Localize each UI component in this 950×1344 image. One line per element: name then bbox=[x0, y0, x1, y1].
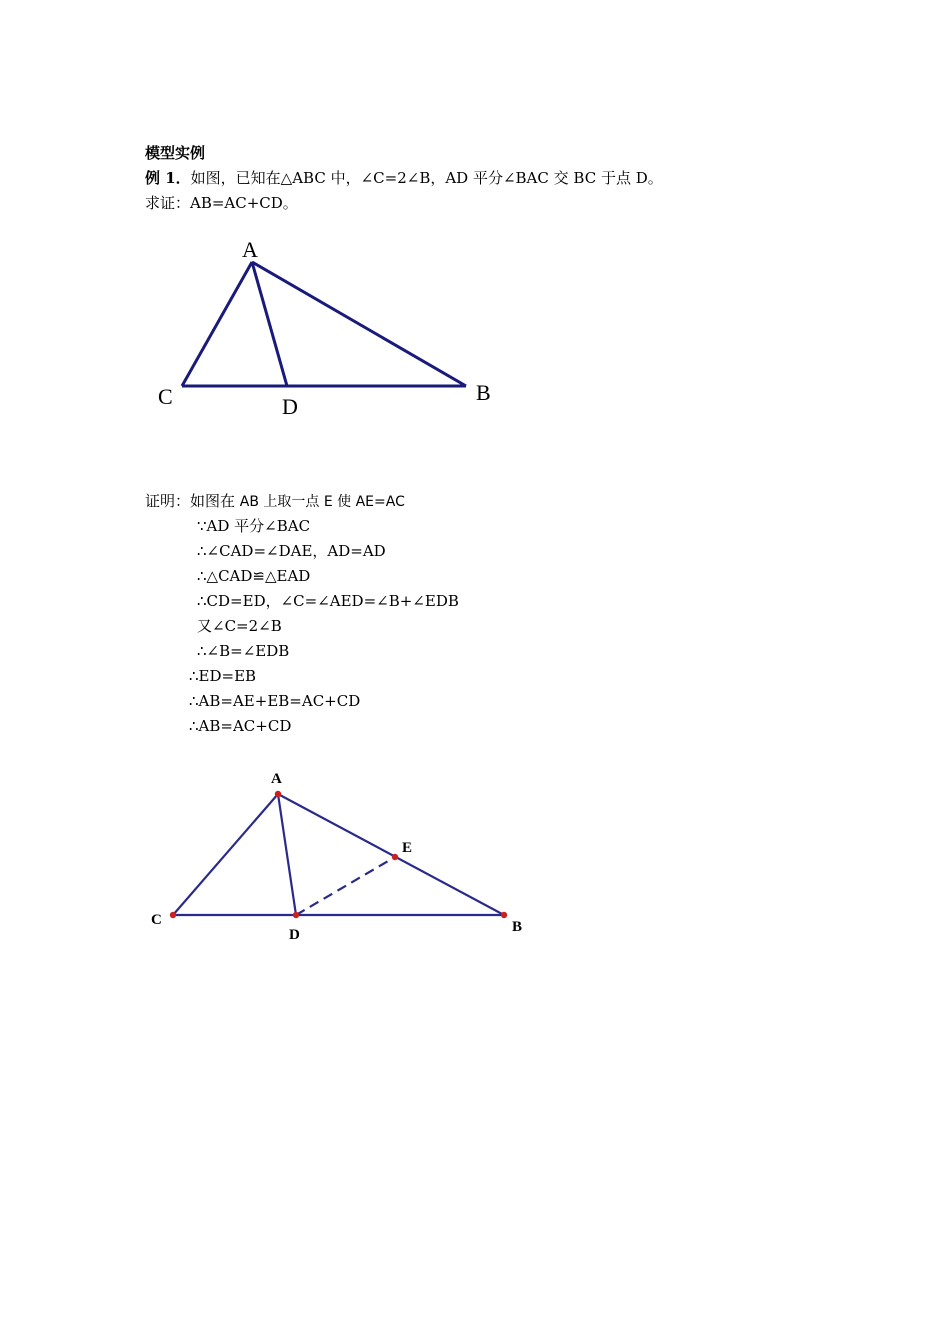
figure-1-triangle bbox=[150, 232, 510, 422]
prove-statement: 求证：AB=AC+CD。 bbox=[145, 194, 298, 212]
segment-ab bbox=[278, 794, 504, 915]
figure-2-label-d: D bbox=[289, 927, 300, 943]
proof-step: ∴AB=AC+CD bbox=[189, 717, 292, 735]
point-b bbox=[501, 912, 507, 918]
figure-1-lines bbox=[182, 262, 466, 386]
figure-2-label-e: E bbox=[402, 840, 413, 856]
figure-2-label-a: A bbox=[271, 771, 282, 787]
segment-ad bbox=[278, 794, 296, 915]
figure-2-lines bbox=[173, 794, 504, 915]
proof-step: ∴CD=ED，∠C=∠AED=∠B+∠EDB bbox=[197, 592, 459, 610]
example-statement bbox=[145, 168, 663, 188]
segment-ac bbox=[182, 262, 252, 386]
proof-step: ∴ED=EB bbox=[189, 667, 257, 685]
proof-intro bbox=[145, 491, 405, 512]
figure-1-label-c: C bbox=[158, 384, 173, 409]
segment-ac bbox=[173, 794, 278, 915]
proof-step: ∵AD 平分∠BAC bbox=[197, 517, 311, 535]
point-e bbox=[392, 854, 398, 860]
proof-intro-prefix: 证明：如图在 bbox=[145, 492, 240, 510]
proof-step: ∴AB=AE+EB=AC+CD bbox=[189, 692, 361, 710]
section-title: 模型实例 bbox=[145, 144, 206, 162]
figure-1-label-a: A bbox=[242, 237, 258, 262]
figure-1-label-b: B bbox=[476, 380, 491, 405]
proof-step: ∴∠CAD=∠DAE，AD=AD bbox=[197, 542, 386, 560]
figure-2-triangle bbox=[145, 765, 535, 945]
proof-step: ∴△CAD≌△EAD bbox=[197, 567, 311, 585]
proof-step: 又∠C=2∠B bbox=[197, 617, 282, 635]
proof-step: ∴∠B=∠EDB bbox=[197, 642, 290, 660]
example-label: 例 1． bbox=[145, 169, 191, 187]
example-text: 如图，已知在△ABC 中，∠C=2∠B，AD 平分∠BAC 交 BC 于点 D。 bbox=[190, 169, 663, 187]
point-c bbox=[170, 912, 176, 918]
figure-1-label-d: D bbox=[282, 394, 298, 419]
point-a bbox=[275, 791, 281, 797]
figure-2-label-b: B bbox=[512, 919, 523, 935]
figure-2-label-c: C bbox=[151, 912, 162, 928]
proof-intro-latin: AB 上取一点 E 使 AE=AC bbox=[239, 494, 405, 510]
point-d bbox=[293, 912, 299, 918]
figure-2-points bbox=[170, 791, 507, 918]
segment-ab bbox=[252, 262, 466, 386]
segment-de-dashed bbox=[296, 857, 395, 915]
